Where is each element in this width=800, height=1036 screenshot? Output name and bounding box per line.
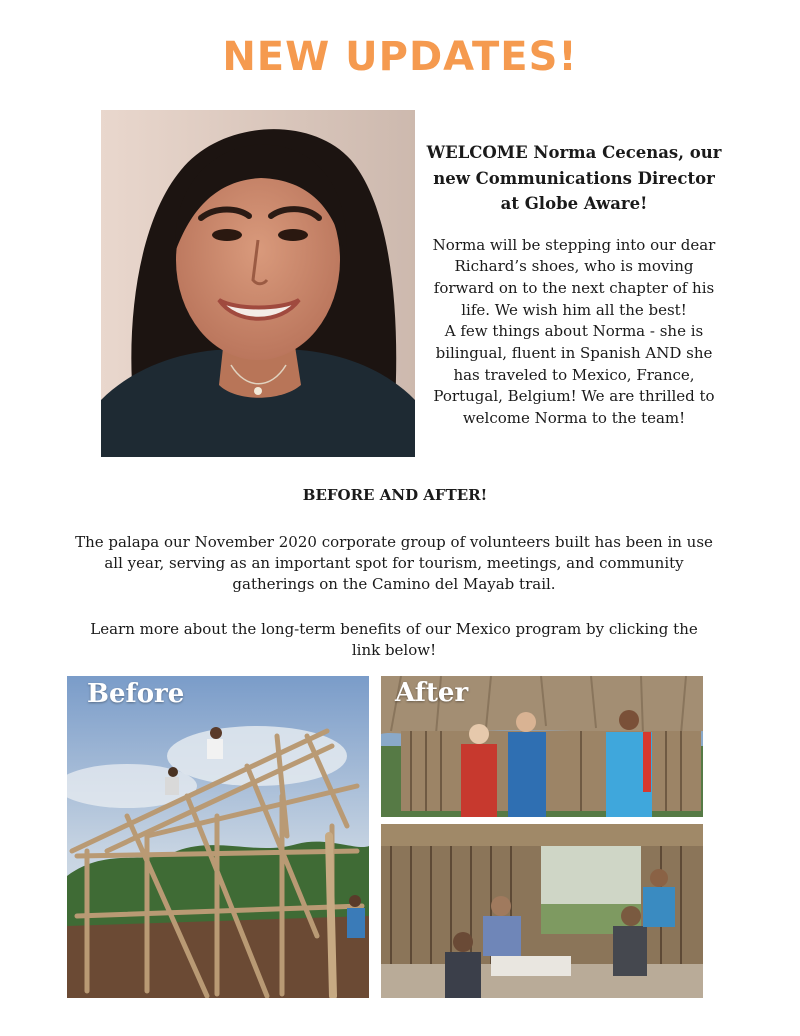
welcome-section — [423, 140, 725, 430]
welcome-heading: WELCOME Norma Cecenas, our new Communications Director at Globe Aware! — [426, 143, 722, 213]
welcome-body — [423, 235, 725, 430]
before-photo — [67, 676, 369, 998]
welcome-paragraph-1: Norma will be stepping into our dear Richard’s shoes, who is moving forward on to the next chapter of his life. We wish him all the best! — [432, 235, 716, 319]
before-label: Before — [87, 679, 185, 709]
page-title: NEW UPDATES! — [222, 34, 578, 80]
learn-more-paragraph: Learn more about the long-term benefits of our Mexico program by clicking the link below! — [90, 620, 698, 659]
after-label: After — [395, 678, 469, 708]
palapa-paragraph: The palapa our November 2020 corporate group of volunteers built has been in use all year, serving as an important spot for tourism, meetings, and community gatherings on the Camino del Mayab trail. — [75, 533, 713, 593]
welcome-paragraph-2: A few things about Norma - she is bilingual, fluent in Spanish AND she has traveled to Mexico, France, Portugal, Belgium! We are thrilled to welcome Norma to the team! — [433, 322, 715, 428]
after-photo-exterior — [381, 676, 703, 817]
before-after-heading: BEFORE AND AFTER! — [302, 486, 488, 504]
after-photo-interior — [381, 824, 703, 998]
portrait-photo — [101, 110, 415, 457]
